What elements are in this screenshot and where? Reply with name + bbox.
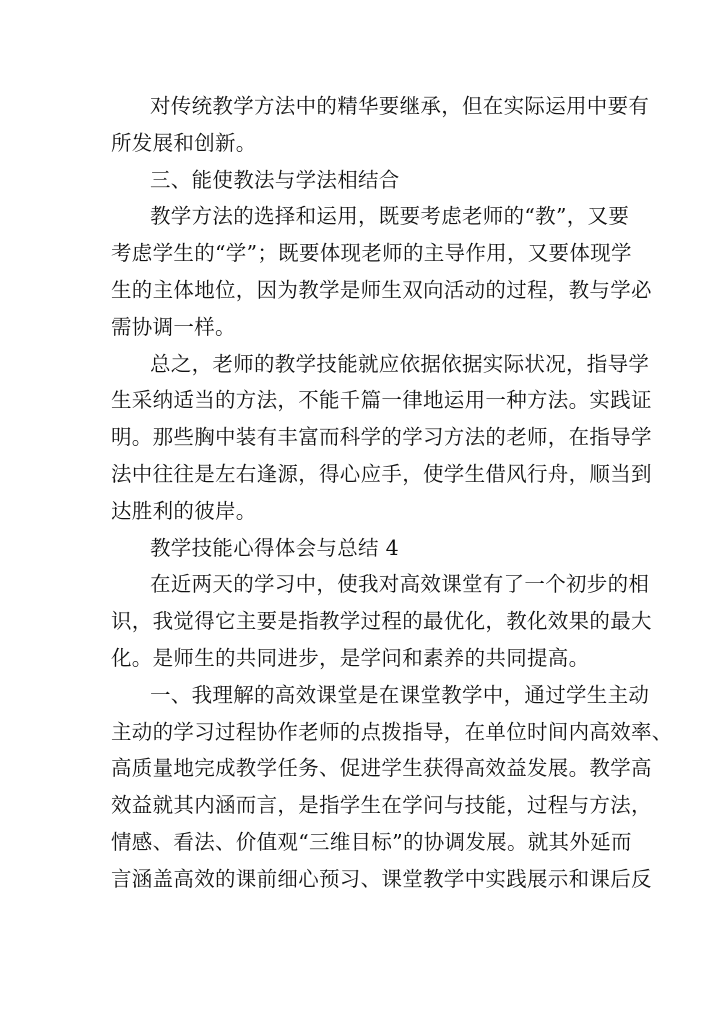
paragraph-summary [111,346,652,530]
text-line: 在近两天的学习中，使我对高效课堂有了一个初步的相 [150,572,650,597]
text-line: 法中往往是左右逢源，得心应手，使学生借风行舟，顺当到 [111,461,652,486]
text-line: 教学技能心得体会与总结 4 [150,535,399,560]
text-line: 一、我理解的高效课堂是在课堂教学中，通过学生主动 [150,682,650,707]
text-line: 所发展和创新。 [111,130,257,155]
text-line: 情感、看法、价值观“三维目标”的协调发展。就其外延而 [111,829,632,854]
text-line: 高质量地完成教学任务、促进学生获得高效益发展。教学高 [111,756,652,781]
text-line: 明。那些胸中装有丰富而科学的学习方法的老师，在指导学 [111,425,652,450]
paragraph-efficient-classroom [111,677,673,898]
text-line: 达胜利的彼岸。 [111,498,257,523]
text-line: 主动的学习过程协作老师的点拨指导，在单位时间内高效率、 [111,719,673,744]
text-line: 教学方法的选择和运用，既要考虑老师的“教”，又要 [150,204,630,229]
text-line: 生的主体地位，因为教学是师生双向活动的过程，教与学必 [111,277,652,302]
paragraph-tradition [111,88,650,162]
section-heading-3 [111,162,611,199]
text-line: 对传统教学方法中的精华要继承，但在实际运用中要有 [150,94,650,118]
paragraph-learning [111,566,652,676]
text-line: 考虑学生的“学”；既要体现老师的主导作用，又要体现学 [111,241,632,266]
section-title-4 [111,530,611,567]
text-line: 识，我觉得它主要是指教学过程的最优化，教化效果的最大 [111,609,652,634]
paragraph-method-selection [111,198,652,345]
text-line: 总之，老师的教学技能就应依据依据实际状况，指导学 [150,351,650,376]
text-line: 生采纳适当的方法，不能千篇一律地运用一种方法。实践证 [111,388,652,413]
text-line: 化。是师生的共同进步，是学问和素养的共同提高。 [111,645,590,670]
text-line: 三、能使教法与学法相结合 [150,167,400,192]
text-line: 言涵盖高效的课前细心预习、课堂教学中实践展示和课后反 [111,866,652,891]
text-line: 效益就其内涵而言，是指学生在学问与技能，过程与方法， [111,793,652,818]
text-line: 需协调一样。 [111,314,236,339]
document-body [111,88,673,898]
